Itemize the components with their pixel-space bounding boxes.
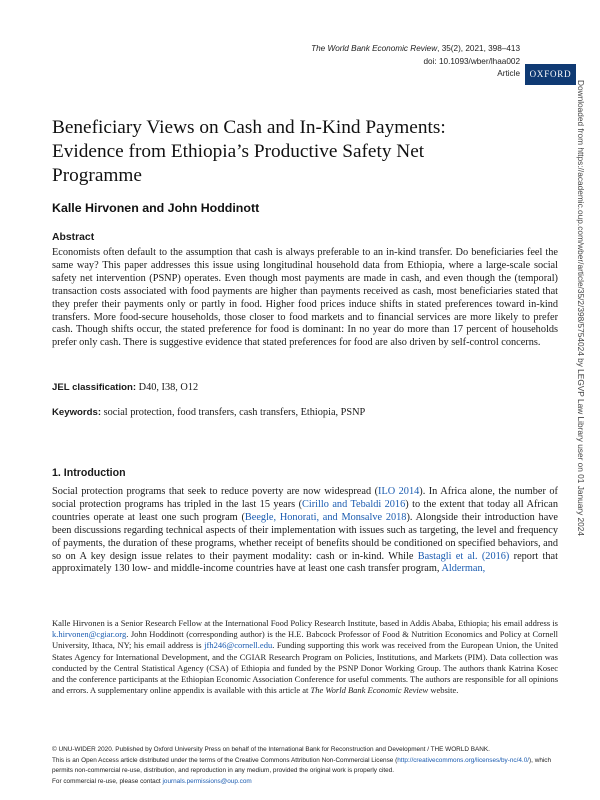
keywords — [52, 407, 365, 418]
author-footnote — [52, 618, 558, 696]
journal-citation — [160, 43, 520, 56]
citation-cirillo-tebaldi-2016[interactable]: Cirillo and Tebaldi 2016 — [302, 498, 406, 510]
intro-text-3: ) to the extent that today all African countries operate at least one such program ( — [52, 498, 558, 523]
email-hirvonen-link[interactable]: k.hirvonen@cgiar.org — [52, 629, 127, 640]
keywords-value: social protection, food transfers, cash transfers, Ethiopia, PSNP — [101, 407, 366, 418]
license-link[interactable]: http://creativecommons.org/licenses/by-nc/4.0/ — [397, 756, 530, 764]
introduction-heading: 1. Introduction — [52, 467, 126, 479]
journal-name-italic: The World Bank Economic Review — [310, 685, 429, 696]
footnote-text-4: website. — [428, 685, 459, 696]
copyright-notice — [52, 745, 562, 788]
abstract-text: Economists often default to the assumption that cash is always preferable to an in-kind transfer. Do beneficiaries feel the same way? This paper addresses this issue using longitudinal household data from Ethiopia, where a large-scale social safety net intervention (PSNP) operates. Even though most payments are made in cash, and even though the (temporal) transaction costs associated with food payments are higher than payments received as cash, most beneficiaries stated that they prefer their payments only or partly in food. Higher food prices induce shifts in stated preferences toward in-kind transfers. More food-secure households, those closer to food markets and to financial services are more likely to prefer cash. Though shifts occur, the stated preference for food is dominant: In no year do more than 17 percent of households prefer only cash. There is suggestive evidence that stated preferences for food are also driven by self-control concerns. — [52, 247, 558, 349]
email-hoddinott-link[interactable]: jfh246@cornell.edu — [204, 640, 273, 651]
permissions-line — [52, 777, 562, 788]
jel-label: JEL classification: — [52, 382, 137, 393]
jel-value: D40, I38, O12 — [136, 382, 199, 393]
download-side-note — [575, 80, 587, 770]
citation-beegle-2018[interactable]: Beegle, Honorati, and Monsalve 2018 — [244, 511, 407, 523]
intro-text-5: report that approximately 130 low- and middle-income countries have at least one cash transfer program, — [52, 550, 558, 575]
license-text-1: This is an Open Access article distributed under the terms of the Creative Commons Attribution Non-Commercial License ( — [52, 756, 398, 764]
journal-doi[interactable]: doi: 10.1093/wber/lhaa002 — [423, 56, 520, 66]
license-text-2: ), which permits non-commercial re-use, distribution, and reproduction in any medium, provided the original work is properly cited. — [52, 756, 552, 775]
permissions-email-link[interactable]: journals.permissions@oup.com — [162, 778, 252, 786]
footnote-text-1: Kalle Hirvonen is a Senior Research Fellow at the International Food Policy Research Institute, based in Addis Ababa, Ethiopia; his email address is — [52, 618, 558, 628]
journal-issue: , 35(2), 2021, 398–413 — [437, 44, 520, 53]
copyright-line: © UNU-WIDER 2020. Published by Oxford University Press on behalf of the International Bank for Reconstruction and Development / THE WORLD BANK. — [52, 746, 490, 753]
footnote-text-2: . John Hoddinott (corresponding author) is the H.E. Babcock Professor of Food & Nutrition Economics and Policy at Cornell University, Ithaca, NY; his email address is — [52, 629, 558, 651]
introduction-text — [52, 486, 558, 576]
intro-text-4: ). Alongside their introduction have been discussions regarding technical aspects of their implementation with issues such as targeting, the level and frequency of payments, the duration of these programs, whether receipt of benefits should be conditioned on specified behaviors, and so on A key design issue relates to their payment modality: cash or in-kind. While — [52, 511, 558, 562]
footnote-text-3: . Funding supporting this work was received from the European Union, the United States Agency for International Development, and the CGIAR Research Program on Policies, Institutions, and Markets (PIM). Data collection was conducted by the Central Statistical Agency (CSA) of Ethiopia and funded by the PSNP Donor Working Group. The authors thank Katrina Kosec and the conference participants at the Ethiopian Economic Association Conference for useful comments. The authors are responsible for all opinions and errors. A supplementary online appendix is available with this article at — [52, 640, 558, 696]
citation-ilo-2014[interactable]: ILO 2014 — [378, 486, 420, 497]
journal-name: The World Bank Economic Review — [311, 44, 438, 53]
permissions-text: For commercial re-use, please contact — [52, 778, 163, 786]
intro-text-2: ). In Africa alone, the number of social protection programs has tripled in the last 15 years ( — [52, 486, 558, 510]
keywords-label: Keywords: — [52, 407, 102, 418]
citation-alderman[interactable]: Alderman, — [441, 563, 486, 575]
jel-classification — [52, 382, 198, 393]
abstract-heading: Abstract — [52, 232, 95, 243]
oxford-logo: OXFORD — [525, 64, 576, 85]
license-line — [52, 756, 562, 777]
journal-header — [160, 43, 520, 81]
citation-bastagli-2016[interactable]: Bastagli et al. (2016) — [417, 550, 510, 562]
download-side-note-text: Downloaded from https://academic.oup.com/wber/article/35/2/398/5754024 by LEGVP Law Library user on 01 January 2024 — [576, 80, 586, 536]
authors: Kalle Hirvonen and John Hoddinott — [52, 201, 260, 215]
article-type: Article — [497, 69, 520, 78]
paper-title: Beneficiary Views on Cash and In-Kind Payments: Evidence from Ethiopia’s Productive Safety Net Programme — [52, 117, 446, 186]
intro-text-1: Social protection programs that seek to reduce poverty are now widespread ( — [52, 486, 379, 497]
